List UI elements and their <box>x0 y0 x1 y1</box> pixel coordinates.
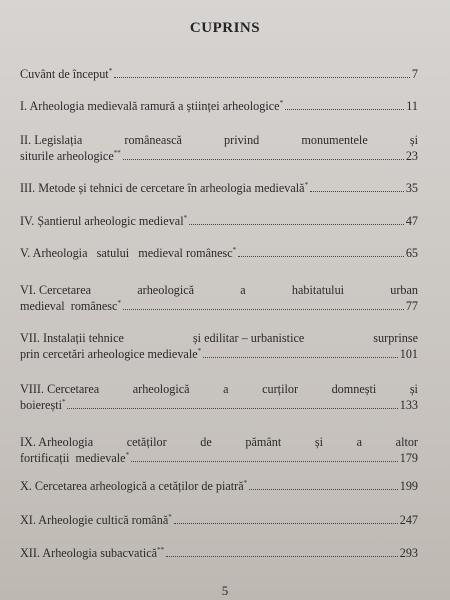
toc-entry-chapter-2 <box>20 132 418 164</box>
toc-entry-line <box>20 245 418 261</box>
toc-entry-mark: * <box>168 512 172 521</box>
toc-entry-first-line <box>20 282 418 298</box>
toc-entry-line <box>20 98 418 114</box>
toc-entry-title: III. Metode și tehnici de cercetare în arheologia medievală* <box>20 180 309 195</box>
toc-word: IX. Arheologia <box>20 435 94 449</box>
toc-entry-page: 65 <box>405 246 418 260</box>
toc-entry-line <box>20 213 418 229</box>
toc-word: a <box>223 382 229 396</box>
toc-entry-page: 293 <box>399 546 418 560</box>
toc-entry-title: XI. Arheologie cultică română* <box>20 512 172 527</box>
toc-entry-first-line <box>20 132 418 148</box>
toc-entry-title: boierești* <box>20 397 66 412</box>
toc-word: și <box>409 133 418 147</box>
toc-entry-line <box>20 66 418 82</box>
toc-word: românească <box>124 133 182 147</box>
toc-entry-page: 11 <box>406 99 418 113</box>
toc-leader-dots <box>166 556 398 557</box>
toc-word: urban <box>390 283 418 297</box>
toc-entry-chapter-5 <box>20 245 418 261</box>
toc-entry-chapter-12 <box>20 545 418 561</box>
toc-word: arheologică <box>132 382 190 396</box>
toc-word: și edilitar – urbanistice <box>192 331 305 345</box>
toc-entry-first-line <box>20 434 418 450</box>
toc-entry-title: Cuvânt de început* <box>20 66 113 81</box>
toc-entry-title: V. Arheologia satului medieval românesc* <box>20 245 237 260</box>
toc-entry-mark: * <box>61 397 66 406</box>
toc-entry-first-line <box>20 330 418 346</box>
toc-entry-first-line <box>20 381 418 397</box>
toc-entry-mark: * <box>108 66 113 75</box>
toc-entry-line <box>20 148 418 164</box>
toc-entry-title: prin cercetări arheologice medievale* <box>20 346 202 361</box>
toc-entry-title: medieval românesc* <box>20 298 121 313</box>
toc-entry-page: 133 <box>399 398 418 412</box>
toc-entry-mark: * <box>197 346 202 355</box>
toc-entry-mark: * <box>117 298 121 307</box>
toc-leader-dots <box>67 408 397 409</box>
toc-entry-line <box>20 512 418 528</box>
toc-leader-dots <box>123 309 404 310</box>
toc-leader-dots <box>203 357 398 358</box>
toc-entry-mark: ** <box>157 545 165 554</box>
toc-entry-chapter-4 <box>20 213 418 229</box>
toc-entry-title: siturile arheologice** <box>20 148 121 163</box>
toc-word: VIII. Cercetarea <box>20 382 100 396</box>
toc-entry-page: 247 <box>399 513 418 527</box>
toc-entry-chapter-8 <box>20 381 418 413</box>
toc-word: de <box>200 435 212 449</box>
toc-entry-line <box>20 545 418 561</box>
toc-entry-mark: ** <box>113 148 121 157</box>
toc-entry-chapter-6 <box>20 282 418 314</box>
page-title: CUPRINS <box>189 20 261 36</box>
toc-entry-mark: * <box>243 478 248 487</box>
toc-leader-dots <box>189 224 404 225</box>
toc-entry-chapter-10 <box>20 478 418 494</box>
toc-entry-mark: * <box>232 245 237 254</box>
toc-entry-line <box>20 180 418 196</box>
toc-word: arheologică <box>137 283 195 297</box>
toc-entry-page: 35 <box>405 181 418 195</box>
toc-entry-line <box>20 346 418 362</box>
toc-word: pământ <box>245 435 282 449</box>
toc-entry-page: 101 <box>399 347 418 361</box>
toc-leader-dots <box>114 77 410 78</box>
toc-entry-page: 23 <box>405 149 418 163</box>
toc-leader-dots <box>123 159 404 160</box>
toc-word: și <box>409 382 418 396</box>
toc-entry-chapter-3 <box>20 180 418 196</box>
toc-leader-dots <box>238 256 404 257</box>
toc-word: VI. Cercetarea <box>20 283 92 297</box>
toc-entry-mark: * <box>304 180 309 189</box>
toc-entry-chapter-9 <box>20 434 418 466</box>
toc-entry-title: X. Cercetarea arheologică a cetăților de piatră* <box>20 478 248 493</box>
toc-entry-line <box>20 478 418 494</box>
toc-word: și <box>314 435 324 449</box>
toc-word: habitatului <box>291 283 345 297</box>
toc-leader-dots <box>285 109 404 110</box>
toc-entry-chapter-7 <box>20 330 418 362</box>
toc-word: VII. Instalații tehnice <box>20 331 124 345</box>
toc-word: cetăților <box>126 435 167 449</box>
toc-word: II. Legislația <box>20 133 83 147</box>
toc-entry-line <box>20 298 418 314</box>
toc-word: domnești <box>331 382 377 396</box>
toc-entry-page: 47 <box>405 214 418 228</box>
toc-word: curților <box>262 382 298 396</box>
toc-entry-mark: * <box>279 98 284 107</box>
toc-entry-foreword <box>20 66 418 82</box>
toc-entry-page: 7 <box>411 67 418 81</box>
toc-leader-dots <box>174 523 398 524</box>
toc-entry-line <box>20 397 418 413</box>
toc-word: a <box>356 435 363 449</box>
toc-entry-title: fortificații medievale* <box>20 450 130 465</box>
toc-entry-page: 77 <box>405 299 418 313</box>
toc-entry-chapter-11 <box>20 512 418 528</box>
toc-entry-title: XII. Arheologia subacvatică** <box>20 545 165 560</box>
toc-word: monumentele <box>301 133 368 147</box>
toc-entry-mark: * <box>125 450 130 459</box>
toc-word: a <box>240 283 246 297</box>
toc-entry-chapter-1 <box>20 98 418 114</box>
toc-entry-page: 199 <box>399 479 418 493</box>
toc-word: surprinse <box>373 331 418 345</box>
toc-entry-title: I. Arheologia medievală ramură a științei arheologice* <box>20 98 284 113</box>
toc-entry-line <box>20 450 418 466</box>
toc-leader-dots <box>131 461 398 462</box>
toc-leader-dots <box>249 489 398 490</box>
toc-leader-dots <box>310 191 404 192</box>
toc-word: altor <box>395 435 418 449</box>
toc-entry-mark: * <box>183 213 188 222</box>
toc-entry-page: 179 <box>399 451 418 465</box>
toc-entry-title: IV. Șantierul arheologic medieval* <box>20 213 188 228</box>
toc-word: privind <box>224 133 260 147</box>
page-number: 5 <box>221 583 229 598</box>
